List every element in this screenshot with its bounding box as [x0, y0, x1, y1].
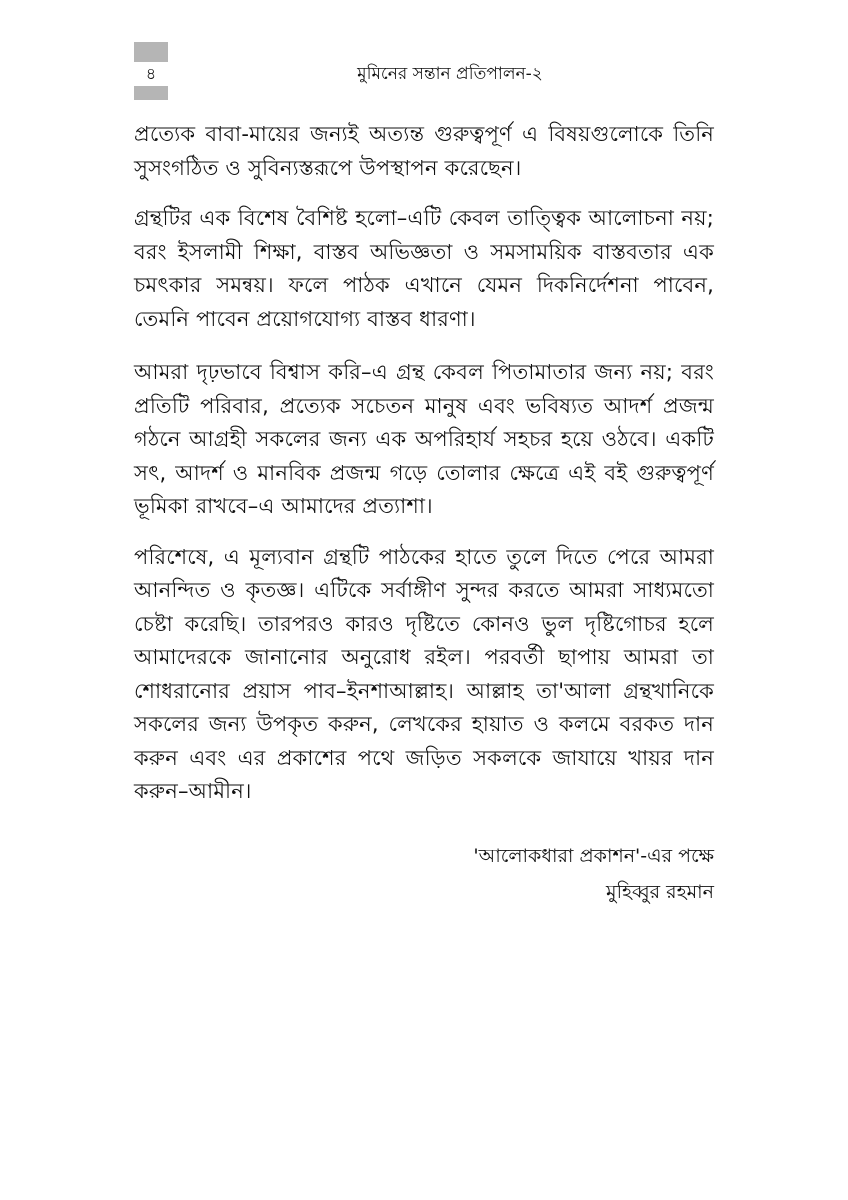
paragraph: গ্রন্থটির এক বিশেষ বৈশিষ্ট হলো–এটি কেবল তাত্ত্বিক আলোচনা নয়; বরং ইসলামী শিক্ষা, বাস্তব অভিজ্ঞতা ও সমসাময়িক বাস্তবতার এক চমৎকার সমন্বয়। ফলে পাঠক এখানে যেমন দিকনির্দেশনা পাবেন, তেমনি পাবেন প্রয়োগযোগ্য বাস্তব ধারণা।: [134, 206, 714, 331]
paragraph: আমরা দৃঢ়ভাবে বিশ্বাস করি–এ গ্রন্থ কেবল পিতামাতার জন্য নয়; বরং প্রতিটি পরিবার, প্রত্যেক সচেতন মানুষ এবং ভবিষ্যত আদর্শ প্রজন্ম গঠনে আগ্রহী সকলের জন্য এক অপরিহার্য সহচর হয়ে ওঠবে। একটি সৎ, আদর্শ ও মানবিক প্রজন্ম গড়ে তোলার ক্ষেত্রে এই বই গুরুত্বপূর্ণ ভূমিকা রাখবে–এ আমাদের প্রত্যাশা।: [134, 360, 714, 518]
running-title: মুমিনের সন্তান প্রতিপালন-২: [357, 64, 543, 84]
page-number: ৪: [145, 64, 157, 83]
paragraph: পরিশেষে, এ মূল্যবান গ্রন্থটি পাঠকের হাতে তুলে দিতে পেরে আমরা আনন্দিত ও কৃতজ্ঞ। এটিকে সর্বাঙ্গীণ সুন্দর করতে আমরা সাধ্যমতো চেষ্টা করেছি। তারপরও কারও দৃষ্টিতে কোনও ভুল দৃষ্টিগোচর হলে আমাদেরকে জানানোর অনুরোধ রইল। পরবর্তী ছাপায় আমরা তা শোধরানোর প্রয়াস পাব–ইনশাআল্লাহ। আল্লাহ তা'আলা গ্রন্থখানিকে সকলের জন্য উপকৃত করুন, লেখকের হায়াত ও কলমে বরকত দান করুন এবং এর প্রকাশের পথে জড়িত সকলকে জাযায়ে খায়র দান করুন–আমীন।: [134, 544, 714, 803]
header-marker-top: [134, 42, 168, 62]
header-marker-bottom: [134, 86, 168, 100]
signatory-name: মুহিব্বুর রহমান: [606, 881, 714, 903]
paragraph: প্রত্যেক বাবা-মায়ের জন্যই অত্যন্ত গুরুত্বপূর্ণ এ বিষয়গুলোকে তিনি সুসংগঠিত ও সুবিন্যস্তরূপে উপস্থাপন করেছেন।: [134, 122, 714, 180]
signature-block: [473, 838, 714, 910]
body-text: [134, 118, 714, 826]
publisher-line: 'আলোকধারা প্রকাশন'-এর পক্ষে: [473, 845, 714, 867]
